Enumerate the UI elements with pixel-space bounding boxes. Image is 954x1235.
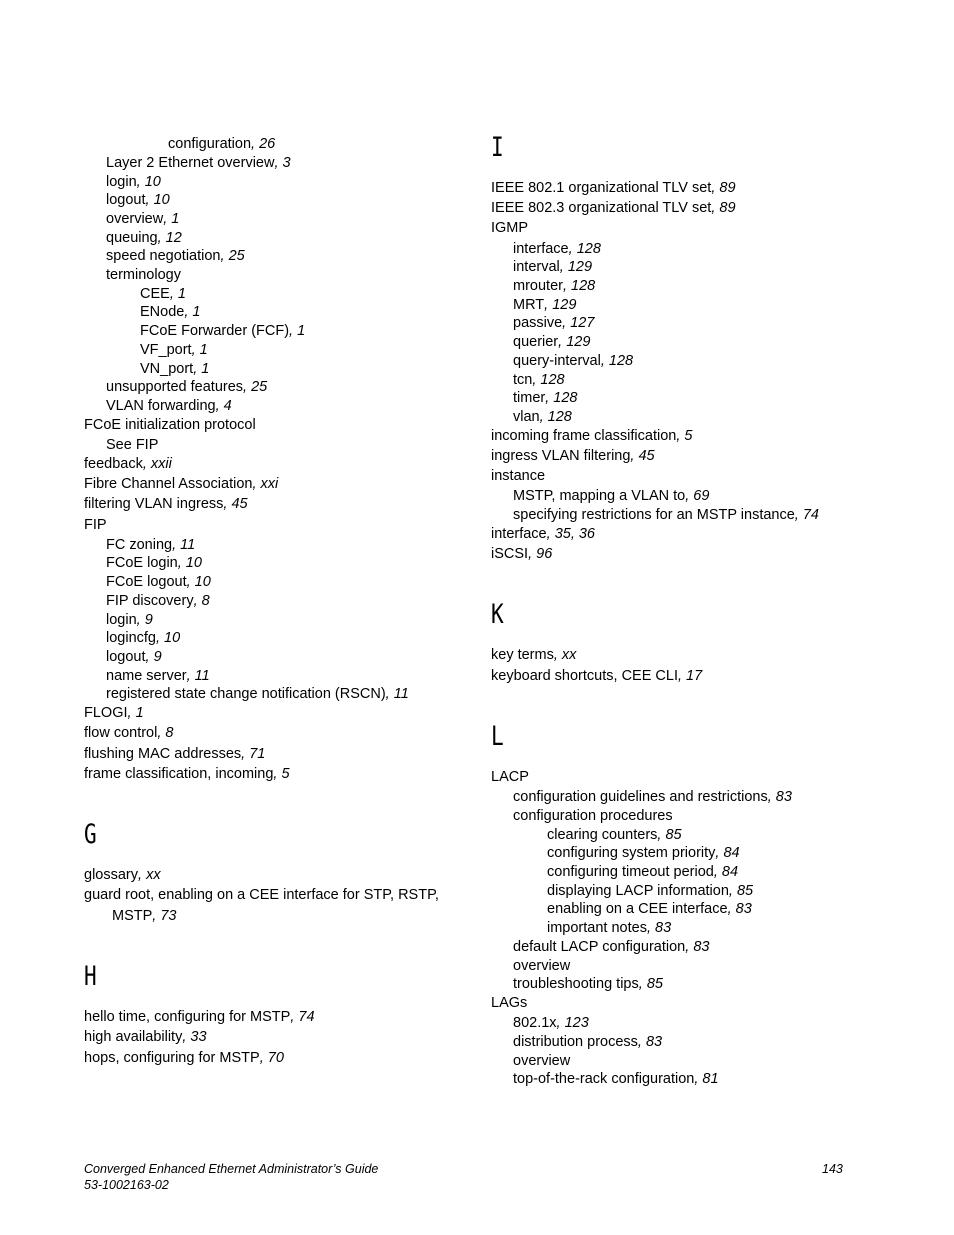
index-page-ref: 83 bbox=[645, 1034, 663, 1050]
index-entry bbox=[106, 266, 181, 285]
index-entry: feedback, xxii bbox=[84, 456, 172, 472]
footer-page-number: 143 bbox=[822, 1162, 843, 1176]
index-term: interface bbox=[491, 526, 547, 542]
index-entry: IEEE 802.1 organizational TLV set, 89 bbox=[491, 180, 736, 196]
index-entry: configuration guidelines and restrictions, 83 bbox=[513, 789, 792, 805]
index-entry: query-interval, 128 bbox=[513, 353, 634, 369]
index-entry: interface, 128 bbox=[513, 241, 601, 257]
index-term: terminology bbox=[106, 267, 181, 283]
index-term: high availability bbox=[84, 1029, 183, 1045]
index-entry bbox=[513, 957, 570, 976]
index-page-ref: 129 bbox=[567, 259, 593, 275]
index-page-ref: xxi bbox=[260, 476, 279, 492]
index-term: specifying restrictions for an MSTP instance bbox=[513, 507, 795, 523]
index-entry: configuring timeout period, 84 bbox=[547, 864, 739, 880]
index-term: overview bbox=[513, 958, 571, 974]
index-term: registered state change notification (RSCN) bbox=[106, 686, 386, 702]
index-entry bbox=[491, 994, 527, 1013]
index-page-ref: 10 bbox=[185, 555, 202, 571]
index-entry: filtering VLAN ingress, 45 bbox=[84, 496, 248, 512]
index-term: FLOGI bbox=[84, 705, 128, 721]
index-term: 802.1x bbox=[513, 1015, 557, 1031]
index-page-ref: 1 bbox=[135, 705, 144, 721]
index-entry: top-of-the-rack configuration, 81 bbox=[513, 1071, 719, 1087]
index-entry: default LACP configuration, 83 bbox=[513, 939, 710, 955]
index-term: guard root, enabling on a CEE interface for STP, RSTP, bbox=[84, 887, 439, 903]
index-entry: FCoE login, 10 bbox=[106, 555, 202, 571]
index-page-ref: 128 bbox=[571, 278, 596, 294]
index-term: CEE bbox=[140, 286, 170, 302]
index-page-ref: 17 bbox=[686, 668, 703, 684]
index-page-ref: 73 bbox=[160, 908, 177, 924]
index-page-ref: 1 bbox=[177, 286, 186, 302]
index-term: See FIP bbox=[106, 437, 159, 453]
index-term: Fibre Channel Association bbox=[84, 476, 253, 492]
index-term: MSTP bbox=[112, 908, 153, 924]
index-section-letter: I bbox=[491, 132, 504, 163]
index-entry: 802.1x, 123 bbox=[513, 1015, 589, 1031]
index-page-ref: 12 bbox=[165, 230, 182, 246]
index-term: filtering VLAN ingress bbox=[84, 496, 224, 512]
index-entry: Layer 2 Ethernet overview, 3 bbox=[106, 155, 291, 171]
index-term: tcn bbox=[513, 372, 533, 388]
index-entry: overview, 1 bbox=[106, 211, 180, 227]
index-page-ref: 11 bbox=[180, 537, 196, 553]
index-page-ref: xxii bbox=[150, 456, 172, 472]
index-page-ref: 83 bbox=[655, 920, 672, 936]
index-entry: important notes, 83 bbox=[547, 920, 672, 936]
index-term: configuration guidelines and restrictions bbox=[513, 789, 768, 805]
index-page-ref: 1 bbox=[171, 211, 180, 227]
index-entry bbox=[84, 516, 107, 535]
index-page-ref: 1 bbox=[199, 342, 208, 358]
index-entry: registered state change notification (RSCN), 11 bbox=[106, 686, 409, 702]
index-page-ref: 123 bbox=[564, 1015, 589, 1031]
index-entry: flow control, 8 bbox=[84, 725, 174, 741]
footer-doc-number: 53-1002163-02 bbox=[84, 1178, 169, 1192]
index-entry: keyboard shortcuts, CEE CLI, 17 bbox=[491, 668, 703, 684]
index-entry: frame classification, incoming, 5 bbox=[84, 766, 290, 782]
index-term: FIP bbox=[84, 517, 107, 533]
index-term: LACP bbox=[491, 769, 529, 785]
index-entry: FCoE Forwarder (FCF), 1 bbox=[140, 323, 306, 339]
index-section-letter: H bbox=[84, 961, 97, 992]
index-section-letter: L bbox=[491, 721, 504, 752]
index-term: top-of-the-rack configuration bbox=[513, 1071, 695, 1087]
index-page-ref: 10 bbox=[153, 192, 170, 208]
index-entry: high availability, 33 bbox=[84, 1029, 207, 1045]
index-page-ref: 26 bbox=[259, 136, 276, 152]
index-term: VN_port bbox=[140, 361, 194, 377]
index-term: default LACP configuration bbox=[513, 939, 686, 955]
index-term: incoming frame classification bbox=[491, 428, 677, 444]
index-term: instance bbox=[491, 468, 546, 484]
index-entry: IEEE 802.3 organizational TLV set, 89 bbox=[491, 200, 736, 216]
index-page-ref: 45 bbox=[638, 448, 655, 464]
index-page-ref: 10 bbox=[164, 630, 181, 646]
index-term: important notes bbox=[547, 920, 647, 936]
index-page-ref: 1 bbox=[201, 361, 210, 377]
index-term: login bbox=[106, 612, 137, 628]
index-entry: FCoE logout, 10 bbox=[106, 574, 211, 590]
index-term: key terms bbox=[491, 647, 554, 663]
index-page-ref: 128 bbox=[540, 372, 565, 388]
index-page-ref: 128 bbox=[547, 409, 572, 425]
index-term: passive bbox=[513, 315, 563, 331]
index-page-ref: 10 bbox=[144, 174, 161, 190]
index-term: configuring timeout period bbox=[547, 864, 714, 880]
index-page-ref: 74 bbox=[802, 507, 819, 523]
index-page-ref: 70 bbox=[267, 1050, 284, 1066]
index-section-letter: K bbox=[491, 599, 504, 630]
index-page-ref: 85 bbox=[665, 827, 682, 843]
index-term: queuing bbox=[106, 230, 158, 246]
index-page-ref: 81 bbox=[702, 1071, 719, 1087]
index-term: speed negotiation bbox=[106, 248, 221, 264]
index-page-ref: 127 bbox=[570, 315, 595, 331]
index-term: overview bbox=[513, 1053, 571, 1069]
index-term: FIP discovery bbox=[106, 593, 194, 609]
index-entry: MRT, 129 bbox=[513, 297, 577, 313]
index-entry: login, 10 bbox=[106, 174, 161, 190]
index-term: FCoE Forwarder (FCF) bbox=[140, 323, 290, 339]
index-entry: flushing MAC addresses, 71 bbox=[84, 746, 266, 762]
index-entry bbox=[513, 807, 673, 826]
index-entry: VN_port, 1 bbox=[140, 361, 210, 377]
index-page-ref: 11 bbox=[194, 668, 210, 684]
index-page-ref: 3 bbox=[282, 155, 291, 171]
index-page-ref: 128 bbox=[553, 390, 578, 406]
index-page-ref: 129 bbox=[566, 334, 591, 350]
index-term: feedback bbox=[84, 456, 143, 472]
index-entry bbox=[491, 467, 545, 486]
index-page-ref: 33 bbox=[190, 1029, 207, 1045]
index-term: frame classification, incoming bbox=[84, 766, 274, 782]
index-entry: configuring system priority, 84 bbox=[547, 845, 740, 861]
index-term: FCoE initialization protocol bbox=[84, 417, 256, 433]
index-entry: VLAN forwarding, 4 bbox=[106, 398, 232, 414]
index-page-ref: 8 bbox=[201, 593, 210, 609]
index-page-ref: 11 bbox=[393, 686, 409, 702]
index-page-ref: 5 bbox=[684, 428, 693, 444]
index-entry: hello time, configuring for MSTP, 74 bbox=[84, 1009, 315, 1025]
index-term: distribution process bbox=[513, 1034, 638, 1050]
index-entry: speed negotiation, 25 bbox=[106, 248, 245, 264]
index-term: FCoE logout bbox=[106, 574, 187, 590]
index-term: timer bbox=[513, 390, 546, 406]
index-page-ref: 69 bbox=[693, 488, 710, 504]
index-page-ref: 71 bbox=[249, 746, 266, 762]
index-entry: configuration, 26 bbox=[168, 136, 276, 152]
index-entry: Fibre Channel Association, xxi bbox=[84, 476, 279, 492]
index-page-ref: 84 bbox=[723, 845, 740, 861]
index-page-ref: 85 bbox=[646, 976, 663, 992]
index-entry: FIP discovery, 8 bbox=[106, 593, 210, 609]
index-term: logincfg bbox=[106, 630, 156, 646]
index-term: VF_port bbox=[140, 342, 192, 358]
index-page-ref: 9 bbox=[144, 612, 153, 628]
index-term: IEEE 802.1 organizational TLV set bbox=[491, 180, 712, 196]
index-entry: glossary, xx bbox=[84, 867, 161, 883]
index-term: clearing counters bbox=[547, 827, 658, 843]
index-page-ref: 129 bbox=[552, 297, 577, 313]
index-term: logout bbox=[106, 649, 146, 665]
index-entry: distribution process, 83 bbox=[513, 1034, 663, 1050]
index-entry: incoming frame classification, 5 bbox=[491, 428, 693, 444]
index-entry: ENode, 1 bbox=[140, 304, 201, 320]
index-entry: logout, 10 bbox=[106, 192, 170, 208]
index-entry: login, 9 bbox=[106, 612, 153, 628]
index-term: displaying LACP information bbox=[547, 883, 729, 899]
index-term: hops, configuring for MSTP bbox=[84, 1050, 260, 1066]
index-term: flow control bbox=[84, 725, 158, 741]
index-term: IGMP bbox=[491, 220, 529, 236]
index-term: MSTP, mapping a VLAN to bbox=[513, 488, 686, 504]
index-term: login bbox=[106, 174, 137, 190]
footer-guide-title: Converged Enhanced Ethernet Administrator’s Guide bbox=[84, 1162, 379, 1176]
index-page-ref: 85 bbox=[736, 883, 754, 899]
index-term: hello time, configuring for MSTP bbox=[84, 1009, 291, 1025]
index-entry: specifying restrictions for an MSTP instance, 74 bbox=[513, 507, 819, 523]
index-page-ref: 10 bbox=[194, 574, 211, 590]
index-entry: iSCSI, 96 bbox=[491, 546, 553, 562]
index-term: name server bbox=[106, 668, 187, 684]
index-term: configuration bbox=[168, 136, 252, 152]
index-term: querier bbox=[513, 334, 559, 350]
index-term: ingress VLAN filtering bbox=[491, 448, 631, 464]
index-page-ref: 9 bbox=[153, 649, 162, 665]
index-page-ref: 1 bbox=[192, 304, 201, 320]
index-term: interface bbox=[513, 241, 569, 257]
index-term: configuration procedures bbox=[513, 808, 673, 824]
index-page-ref: 74 bbox=[298, 1009, 315, 1025]
index-term: overview bbox=[106, 211, 164, 227]
index-entry bbox=[491, 219, 528, 238]
index-entry: CEE, 1 bbox=[140, 286, 186, 302]
index-page-ref: 128 bbox=[608, 353, 634, 369]
index-page-ref: 25 bbox=[251, 379, 268, 395]
index-term: IEEE 802.3 organizational TLV set bbox=[491, 200, 712, 216]
index-entry: name server, 11 bbox=[106, 668, 210, 684]
index-term: configuring system priority bbox=[547, 845, 716, 861]
index-term: flushing MAC addresses bbox=[84, 746, 242, 762]
index-entry: hops, configuring for MSTP, 70 bbox=[84, 1050, 284, 1066]
index-page-ref: 1 bbox=[297, 323, 306, 339]
index-term: FC zoning bbox=[106, 537, 173, 553]
index-term: glossary bbox=[84, 867, 138, 883]
index-entry bbox=[513, 1052, 570, 1071]
index-entry: interface, 35, 36 bbox=[491, 526, 596, 542]
index-entry: key terms, xx bbox=[491, 647, 577, 663]
index-term: VLAN forwarding bbox=[106, 398, 216, 414]
index-page-ref: 96 bbox=[536, 546, 553, 562]
index-term: FCoE login bbox=[106, 555, 178, 571]
index-page-ref: 8 bbox=[165, 725, 174, 741]
index-entry bbox=[106, 436, 158, 455]
index-entry: enabling on a CEE interface, 83 bbox=[547, 901, 752, 917]
index-term: enabling on a CEE interface bbox=[547, 901, 728, 917]
index-entry: interval, 129 bbox=[513, 259, 593, 275]
index-entry: FC zoning, 11 bbox=[106, 537, 196, 553]
index-page-ref: 45 bbox=[231, 496, 248, 512]
index-term: keyboard shortcuts, CEE CLI bbox=[491, 668, 678, 684]
index-term: unsupported features bbox=[106, 379, 244, 395]
index-entry: timer, 128 bbox=[513, 390, 578, 406]
index-term: troubleshooting tips bbox=[513, 976, 639, 992]
index-section-letter: G bbox=[84, 819, 97, 850]
index-entry: clearing counters, 85 bbox=[547, 827, 682, 843]
index-page-ref: 83 bbox=[775, 789, 792, 805]
index-term: logout bbox=[106, 192, 146, 208]
index-page-ref: xx bbox=[146, 867, 161, 883]
index-term: iSCSI bbox=[491, 546, 529, 562]
index-page-ref: 5 bbox=[281, 766, 290, 782]
index-entry bbox=[491, 768, 529, 787]
index-entry: displaying LACP information, 85 bbox=[547, 883, 754, 899]
index-page-ref: 83 bbox=[693, 939, 710, 955]
index-entry: ingress VLAN filtering, 45 bbox=[491, 448, 655, 464]
index-entry: FLOGI, 1 bbox=[84, 705, 144, 721]
index-entry: tcn, 128 bbox=[513, 372, 565, 388]
index-entry: queuing, 12 bbox=[106, 230, 182, 246]
index-entry: vlan, 128 bbox=[513, 409, 572, 425]
index-entry: mrouter, 128 bbox=[513, 278, 596, 294]
index-entry: unsupported features, 25 bbox=[106, 379, 268, 395]
index-page-ref: 89 bbox=[719, 180, 736, 196]
index-term: query-interval bbox=[513, 353, 601, 369]
index-page-ref: 35, 36 bbox=[554, 526, 596, 542]
index-entry bbox=[84, 886, 439, 905]
index-term: mrouter bbox=[513, 278, 563, 294]
index-term: MRT bbox=[513, 297, 545, 313]
index-term: vlan bbox=[513, 409, 540, 425]
index-page-ref: xx bbox=[561, 647, 577, 663]
index-page-ref: 84 bbox=[721, 864, 739, 880]
index-entry: MSTP, 73 bbox=[112, 908, 177, 924]
index-entry: MSTP, mapping a VLAN to, 69 bbox=[513, 488, 710, 504]
index-term: interval bbox=[513, 259, 560, 275]
index-page-ref: 89 bbox=[719, 200, 736, 216]
index-term: ENode bbox=[140, 304, 185, 320]
index-entry: passive, 127 bbox=[513, 315, 595, 331]
index-page-ref: 83 bbox=[735, 901, 752, 917]
index-page-ref: 25 bbox=[228, 248, 245, 264]
index-entry bbox=[84, 416, 256, 435]
index-page-ref: 4 bbox=[223, 398, 232, 414]
index-entry: troubleshooting tips, 85 bbox=[513, 976, 663, 992]
index-entry: querier, 129 bbox=[513, 334, 591, 350]
index-entry: logincfg, 10 bbox=[106, 630, 181, 646]
index-page-ref: 128 bbox=[576, 241, 601, 257]
index-entry: VF_port, 1 bbox=[140, 342, 208, 358]
index-entry: logout, 9 bbox=[106, 649, 162, 665]
index-term: Layer 2 Ethernet overview bbox=[106, 155, 275, 171]
index-term: LAGs bbox=[491, 995, 528, 1011]
